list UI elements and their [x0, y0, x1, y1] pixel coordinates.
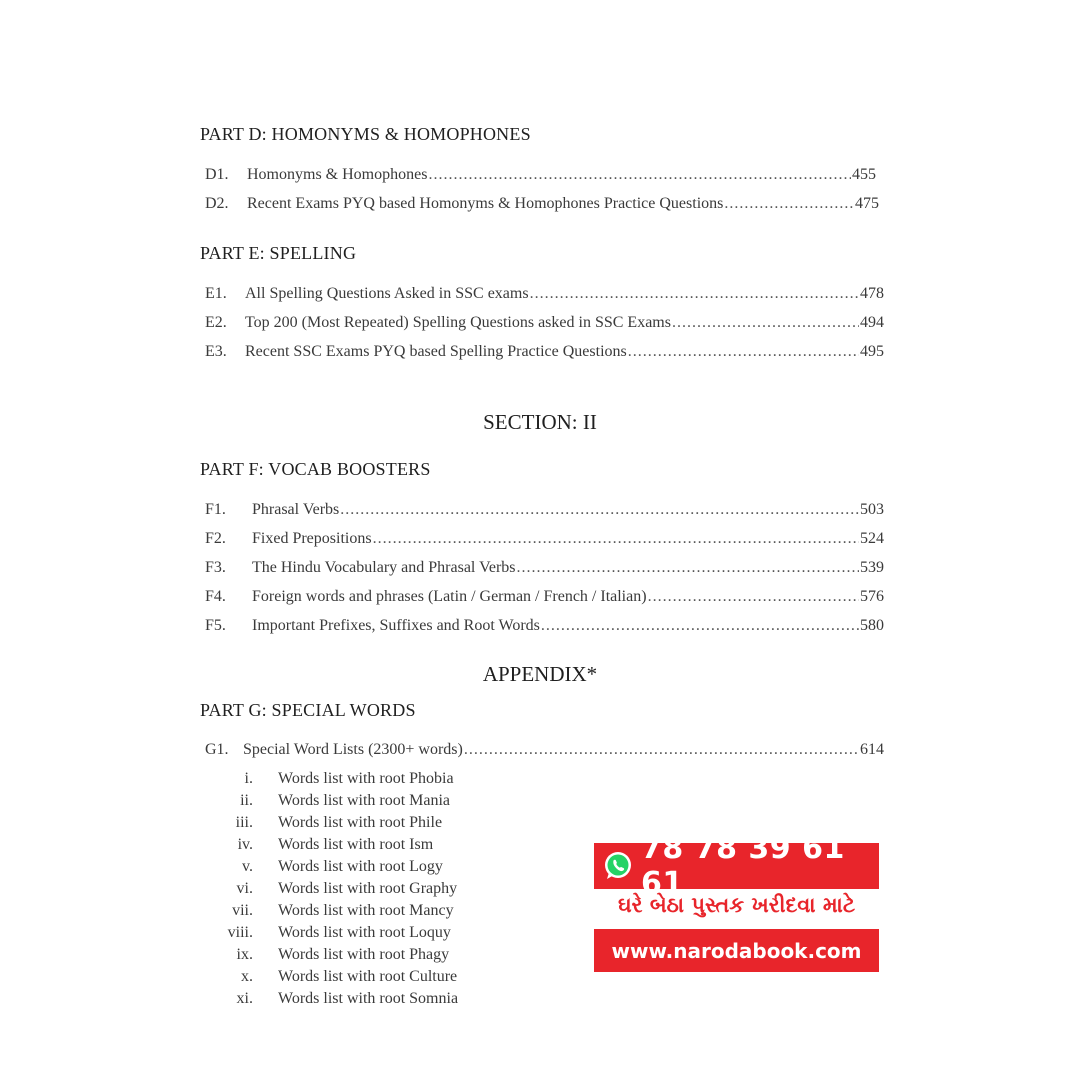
sub-item-num: vi.: [236, 880, 253, 897]
toc-page: 576: [860, 588, 884, 605]
toc-page: 494: [860, 314, 884, 331]
promo-phone-number[interactable]: 78 78 39 61 61: [641, 831, 845, 901]
part-d-heading: PART D: HOMONYMS & HOMOPHONES: [200, 124, 531, 144]
toc-code: F1.: [205, 501, 226, 518]
toc-title: Recent Exams PYQ based Homonyms & Homophones Practice Questions: [247, 195, 724, 212]
toc-page: 524: [860, 530, 884, 547]
sub-item-num: iv.: [237, 836, 253, 853]
sub-item[interactable]: [220, 990, 458, 1008]
dot-leader: [541, 617, 859, 635]
sub-item[interactable]: [220, 792, 450, 810]
dot-leader: [340, 501, 859, 519]
sub-item-num: xi.: [236, 990, 253, 1007]
sub-item-num: ii.: [240, 792, 253, 809]
toc-code: D1.: [205, 166, 229, 183]
toc-title: Homonyms & Homophones: [247, 166, 428, 183]
toc-code: F5.: [205, 617, 226, 634]
sub-item[interactable]: [220, 770, 454, 788]
appendix-heading: APPENDIX*: [482, 662, 598, 686]
dot-leader: [373, 530, 859, 548]
sub-item-text: Words list with root Phagy: [278, 946, 450, 963]
dot-leader: [648, 588, 859, 606]
promo-website[interactable]: www.narodabook.com: [594, 929, 879, 972]
sub-item[interactable]: [220, 946, 449, 964]
sub-item-text: Words list with root Mancy: [278, 902, 454, 919]
toc-row-e2[interactable]: [205, 314, 884, 332]
promo-tagline: ઘરે બેઠા પુસ્તક ખરીદવા માટે: [617, 893, 856, 917]
toc-code: E3.: [205, 343, 227, 360]
toc-page: 495: [860, 343, 884, 360]
toc-code: F2.: [205, 530, 226, 547]
toc-row-d2[interactable]: [205, 195, 879, 213]
sub-item-text: Words list with root Mania: [278, 792, 451, 809]
dot-leader: [464, 741, 859, 759]
toc-code: G1.: [205, 741, 229, 758]
sub-item-text: Words list with root Somnia: [278, 990, 459, 1007]
part-e-heading: PART E: SPELLING: [200, 243, 357, 263]
sub-item-text: Words list with root Culture: [278, 968, 458, 985]
dot-leader: [724, 195, 854, 213]
toc-row-f3[interactable]: [205, 559, 884, 577]
sub-item-num: vii.: [232, 902, 253, 919]
sub-item[interactable]: [220, 968, 457, 986]
whatsapp-icon: [601, 849, 635, 883]
toc-title: Recent SSC Exams PYQ based Spelling Practice Questions: [245, 343, 627, 360]
toc-page: 539: [860, 559, 884, 576]
section-2-heading: SECTION: II: [483, 410, 597, 434]
sub-item-num: x.: [241, 968, 253, 985]
toc-title: Fixed Prepositions: [252, 530, 372, 547]
sub-item-text: Words list with root Phobia: [278, 770, 454, 787]
sub-item-text: Words list with root Loquy: [278, 924, 451, 941]
sub-item-num: iii.: [235, 814, 253, 831]
sub-item-text: Words list with root Phile: [278, 814, 443, 831]
toc-title: Important Prefixes, Suffixes and Root Words: [252, 617, 540, 634]
toc-row-e1[interactable]: [205, 285, 884, 303]
sub-item-num: i.: [244, 770, 253, 787]
toc-row-e3[interactable]: [205, 343, 884, 361]
toc-page: 614: [860, 741, 884, 758]
promo-banner[interactable]: [594, 831, 879, 972]
sub-item[interactable]: [220, 902, 454, 920]
dot-leader: [530, 285, 859, 303]
promo-phone-bar[interactable]: [594, 831, 879, 901]
sub-item[interactable]: [220, 858, 443, 876]
toc-row-g1[interactable]: [205, 741, 884, 759]
toc-title: All Spelling Questions Asked in SSC exams: [245, 285, 529, 302]
toc-title: The Hindu Vocabulary and Phrasal Verbs: [252, 559, 516, 576]
toc-page: 455: [852, 166, 876, 183]
toc-code: D2.: [205, 195, 229, 212]
toc-row-d1[interactable]: [205, 166, 876, 184]
toc-row-f2[interactable]: [205, 530, 884, 548]
toc-code: F4.: [205, 588, 226, 605]
sub-item-text: Words list with root Logy: [278, 858, 443, 875]
toc-row-f4[interactable]: [205, 588, 884, 606]
toc-page: 503: [860, 501, 884, 518]
toc-page: 478: [860, 285, 884, 302]
part-f-heading: PART F: VOCAB BOOSTERS: [200, 459, 431, 479]
toc-row-f1[interactable]: [205, 501, 884, 519]
sub-item-text: Words list with root Ism: [278, 836, 434, 853]
sub-item-text: Words list with root Graphy: [278, 880, 458, 897]
toc-page: 475: [855, 195, 879, 212]
toc-title: Phrasal Verbs: [252, 501, 340, 518]
part-g-heading: PART G: SPECIAL WORDS: [200, 700, 416, 720]
sub-item[interactable]: [220, 880, 457, 898]
sub-item-num: viii.: [227, 924, 253, 941]
toc-page: 580: [860, 617, 884, 634]
sub-item-num: ix.: [236, 946, 253, 963]
toc-code: F3.: [205, 559, 226, 576]
toc-title: Special Word Lists (2300+ words): [243, 741, 463, 758]
dot-leader: [628, 343, 859, 361]
sub-item[interactable]: [220, 924, 451, 942]
dot-leader: [428, 166, 851, 184]
dot-leader: [672, 314, 859, 332]
toc-row-f5[interactable]: [205, 617, 884, 635]
sub-item-num: v.: [242, 858, 253, 875]
sub-item[interactable]: [220, 814, 442, 832]
dot-leader: [517, 559, 859, 577]
toc-code: E2.: [205, 314, 227, 331]
toc-code: E1.: [205, 285, 227, 302]
toc-title: Top 200 (Most Repeated) Spelling Questions asked in SSC Exams: [245, 314, 671, 331]
sub-item[interactable]: [220, 836, 433, 854]
toc-title: Foreign words and phrases (Latin / German / French / Italian): [252, 588, 647, 605]
